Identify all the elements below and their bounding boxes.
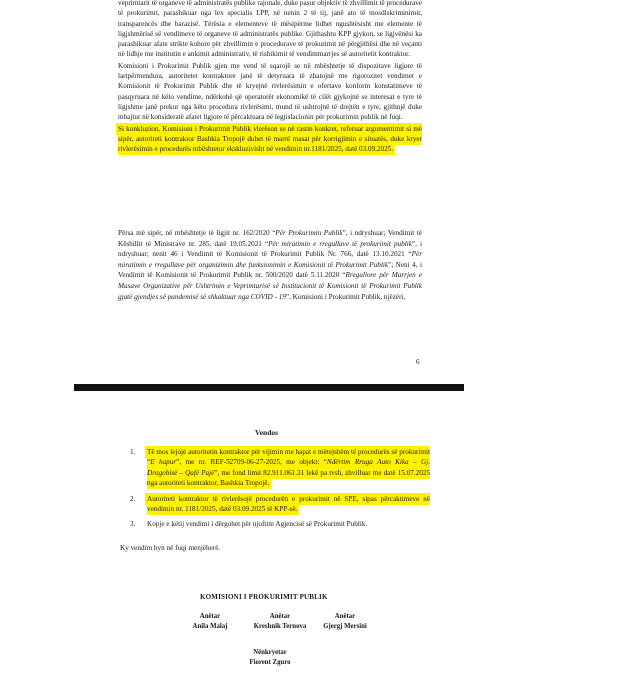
decision-item-1: 1. Të mos lejojë autoritetin kontraktor për vijimin me hapat e mëtejshëm të procedurës së prokurimit “E hapur”, me nr. REF-52709-06-27-2025, me objekt: “Ndërtim Rruga Auto Kika – Gj. Dragobisë – Qafë Pajë”, me fond limit 82.911.061.31 lekë pa tvsh, zhvilluar me datë 15.07.2025 nga autoriteti kontraktor, Bashkia Tropojë. [130, 448, 431, 487]
upper-text-block [118, 0, 422, 154]
signature-member-3: Anëtar Gjergj Mersini [323, 613, 367, 630]
decision-item-3: 3. Kopje e këtij vendimi i dërgohet për njoftim Agjencisë së Prokurimit Publik. [130, 519, 368, 528]
decision-heading: Vendos [255, 428, 279, 437]
highlighted-conclusion: Si konkluzion, Komisioni i Prokurimit Publik vlerëson se në rastin konkret, referuar argumentimit si më sipër, autoriteti kontraktor Bashkia Tropojë duhet të marrë masat për korrigjimin e situatës, duke kryer rivlerësimin e procedurës mbështetur ekskluzivisht në vendimin nr.1181/2025, datë 03.09.2025. [118, 124, 422, 154]
decision-list [130, 447, 430, 532]
closing-statement: Ky vendim hyn në fuqi menjëherë. [120, 544, 221, 552]
signature-chair: Nënkryetar Fiorent Zguro [249, 649, 291, 666]
decision-item-2: 2. Autoriteti kontraktor të rivlerësojë procedurën e prokurimit në SPE, sipas përcaktimeve në vendimin nr. 1181/2025, datë 03.09.2025 të KPP-së. [130, 495, 430, 514]
signature-member-1: Anëtar Anila Malaj [192, 613, 228, 630]
page-number: 6 [416, 358, 420, 366]
paragraph-legal-principles: veprimtarit të organeve të administratës publike rajonale, duke pasur objektiv të zhvillimit të procedurave të prokurimit, parashikuar nga lex specialis LPP, në nenin 2 të tij, janë ato të mosdiskriminimit, transparencës dhe barazisë. Tërësia e elementeve të mësipërme lidhet ngushtësisht me elemente të ligjshmërisë së vendimeve të organeve të administratës publike. Gjithashtu KPP gjykon, se ligjvënësi ka parashikuar afate strikte kohore për zhvillimin e procedurave të prokurimit në përgjithësi dhe në veçanti në lidhje me institutin e ankimit administrativ, të rishikimit të vendimmarrjes së autoritetit kontraktor. [118, 0, 422, 59]
paragraph-kpp-clarification: Komisioni i Prokurimit Publik gjen me vend të sqarojë se në mbështetje të dispozitave ligjore të lartpërmendura, autoritetet kontraktore janë të detyruara të zbatojnë me rigorozitet vendimet e Komisionit të Prokurimit Publik dhe të kryejnë rivlerësimin e ofertave konform konstatimeve të pasqyruara në këto vendime, ndërkohë që operatorët ekonomikë të cilët gjykojnë se interesat e tyre të ligjshme janë prekur nga këto procedura rivlerësimi, mund të ushtrojnë të drejtën e tyre, gjithnjë duke mbajtur në konsideratë afatet ligjore të përcaktuara në legjislacionin për prokurimin publik në fuqi. [118, 61, 422, 122]
paragraph-conclusion [118, 124, 422, 155]
page-break-bar [74, 384, 464, 391]
signature-member-2: Anëtar Kreshnik Ternova [253, 613, 307, 630]
legal-basis-paragraph: Përsa më sipër, në mbështetje të ligjit nr. 162/2020 “Për Prokurimin Publik”, i ndryshuar; Vendimit të Këshillit të Ministrave nr. 285, datë 19.05.2021 “Për miratimin e rregullave të prokurimit publik”, i ndryshuar; nenit 46 i Vendimit të Komisionit të Prokurimit Publik Nr. 766, datë 13.10.2021 “Për miratimin e rregullave për organizimin dhe funksionimin e Komisionit të Prokurimit Publik”; Neni 4, i Vendimit të Komisionit të Prokurimit Publik nr. 500/2020 datë 5.11.2020 “Rregullore për Marrjen e Masave Organizative për Ushtrimin e Veprimtarisë së Institucionit të Komisionit të Prokurimit Publik gjatë gjendjes së pandemisë së shkaktuar nga COVID - 19”, Komisioni i Prokurimit Publik, njëzëri, [118, 229, 423, 301]
committee-heading: KOMISIONI I PROKURIMIT PUBLIK [200, 593, 328, 601]
